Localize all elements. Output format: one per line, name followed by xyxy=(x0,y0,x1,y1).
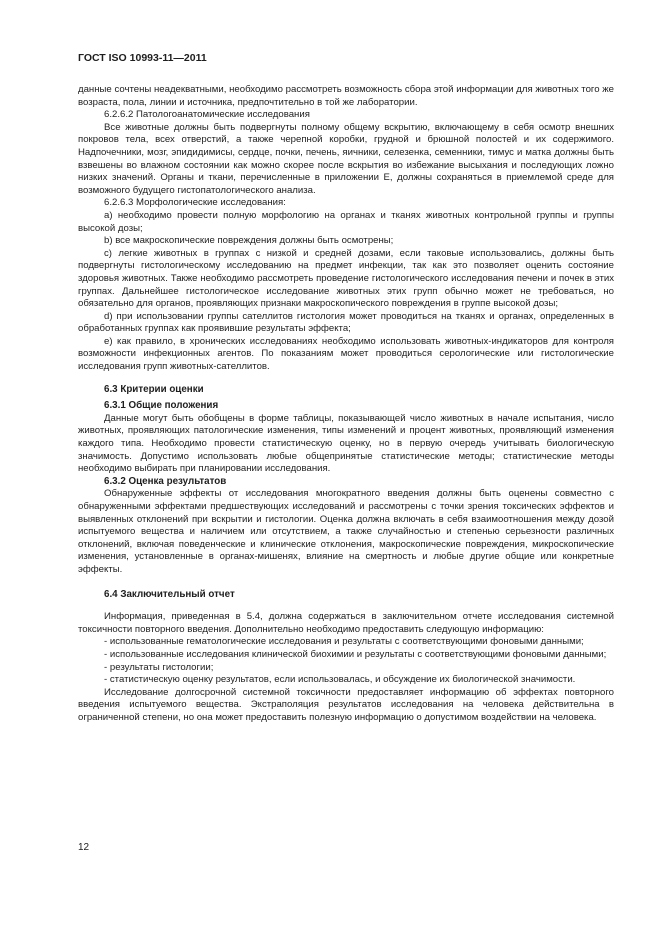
section-6262-body: Все животные должны быть подвергнуты полному общему вскрытию, включающему в себя осмотр внешних покровов тела, всех отверстий, а также черепной коробки, грудной и брюшной полостей и их содержимого. Надпочечники, мозг, эпидидимисы, сердце, почки, печень, яичники, селезенка, семенники, тимус и матка должны быть взвешены во влажном состоянии как можно скорее после вскрытия во избежание высыхания и последующих ложно низких значений. Органы и ткани, перечисленные в приложении Е, должны сохраняться в приемлемой среде для возможного будущего гистопатологического анализа. xyxy=(78,121,614,196)
bullet-item-histology: - результаты гистологии; xyxy=(104,661,214,673)
list-item-e: е) как правило, в хронических исследованиях необходимо использовать животных-индикаторов для контроля возможности инфекционных агентов. По показаниям может проводиться серологические или гистологические исследования групп животных-сателлитов. xyxy=(78,335,614,373)
bullet-item-statistics: - статистическую оценку результатов, если использовалась, и обсуждение их биологической значимости. xyxy=(104,674,576,686)
list-item-a: а) необходимо провести полную морфологию на органах и тканях животных контрольной группы и группы высокой дозы; xyxy=(78,209,614,234)
section-631-heading: 6.3.1 Общие положения xyxy=(104,400,219,412)
section-6263-heading: 6.2.6.3 Морфологические исследования: xyxy=(104,197,286,209)
section-632-heading: 6.3.2 Оценка результатов xyxy=(104,475,227,487)
list-item-c: c) легкие животных в группах с низкой и средней дозами, если таковые использовались, должны быть подвергнуты гистологическому исследованию на предмет инфекции, так как это позволяет оценить состояние здоровья животных. Также необходимо рассмотреть проведение гистологического исследования печени и почек в этих группах. Дальнейшее гистологическое исследование животных этих групп обычно может не требоваться, но обязательно для органов, проявляющих признаки макроскопического повреждения в группе высокой дозы; xyxy=(78,247,614,310)
list-item-d: d) при использовании группы сателлитов гистология может проводиться на тканях и органах, определенных в обработанных группах как проявившие результаты эффекта; xyxy=(78,310,614,335)
section-632-body: Обнаруженные эффекты от исследования многократного введения должны быть оценены совместно с обнаруженными эффектами предшествующих исследований и рассмотрены с точки зрения токсических эффектов и выявленных отклонений при вскрытии и гистологии. Оценка должна включать в себя взаимоотношения между дозой испытуемого вещества и наличием или отсутствием, а также случайностью и степенью серьезности различных отклонений, включая поведенческие и клинические отклонения, макроскопические повреждения, микроскопические изменения, установленные в органах-мишенях, влияние на смертность и любые другие общие или конкретные эффекты. xyxy=(78,488,614,575)
section-64-intro: Информация, приведенная в 5.4, должна содержаться в заключительном отчете исследования системной токсичности повторного введения. Дополнительно необходимо предоставить следующую информацию: xyxy=(78,611,614,635)
section-63-heading: 6.3 Критерии оценки xyxy=(104,383,204,395)
list-item-b: b) все макроскопические повреждения должны быть осмотрены; xyxy=(104,235,394,247)
bullet-item-biochemistry: - использованные исследования клинической биохимии и результаты с соответствующими фоновыми данными; xyxy=(104,648,607,660)
paragraph-intro: данные сочтены неадекватными, необходимо рассмотреть возможность сбора этой информации для животных того же возраста, пола, линии и источника, предпочтительно в той же лаборатории. xyxy=(78,84,614,108)
bullet-item-hematology: - использованные гематологические исследования и результаты с соответствующими фоновыми данными; xyxy=(104,636,584,648)
section-64-heading: 6.4 Заключительный отчет xyxy=(104,588,235,600)
section-631-body: Данные могут быть обобщены в форме таблицы, показывающей число животных в начале испытания, число животных, проявляющих патологические изменения, типы изменений и процент животных, проявляющий изменения каждого типа. Необходимо провести статистическую оценку, но в первую очередь учитывать биологическую значимость. Допустимо использовать любые общепринятые статистические методы; статистические методы необходимо выбирать при планировании исследования. xyxy=(78,412,614,475)
section-64-conclusion: Исследование долгосрочной системной токсичности предоставляет информацию об эффектах повторного введения испытуемого вещества. Экстраполяция результатов исследования на человека действительна в ограниченной степени, но она может предоставить полезную информацию о допустимом воздействии на человека. xyxy=(78,686,614,723)
document-page xyxy=(78,52,614,725)
document-header: ГОСТ ISO 10993-11—2011 xyxy=(78,52,207,64)
page-number: 12 xyxy=(78,842,90,853)
section-6262-heading: 6.2.6.2 Патологоанатомические исследования xyxy=(104,109,310,121)
